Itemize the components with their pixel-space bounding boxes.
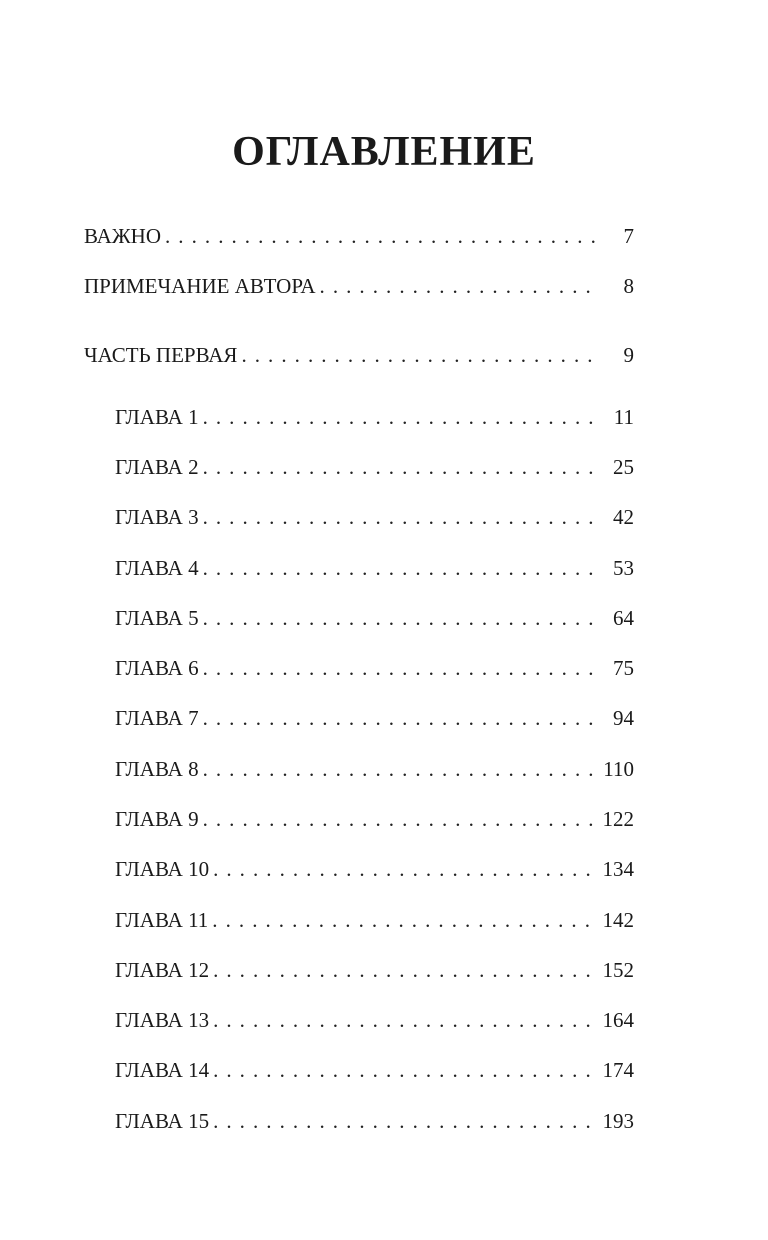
toc-entry-page: 164 <box>602 1008 634 1032</box>
toc-dot-leader <box>203 452 598 482</box>
toc-entry-page: 152 <box>602 958 634 982</box>
toc-dot-leader <box>203 754 598 784</box>
toc-entry-page: 122 <box>602 807 634 831</box>
toc-entry-label: ГЛАВА 6 <box>115 656 199 680</box>
toc-dot-leader <box>203 502 598 532</box>
toc-dot-leader <box>203 603 598 633</box>
toc-dot-leader <box>212 905 596 935</box>
toc-dot-leader <box>203 553 598 583</box>
toc-entry-page: 134 <box>602 857 634 881</box>
toc-entry-page: 25 <box>613 455 634 479</box>
toc-entry-label: ГЛАВА 2 <box>115 455 199 479</box>
toc-entry-author-note[interactable] <box>84 271 634 301</box>
toc-entry-chapter[interactable] <box>115 502 634 532</box>
toc-entry-page: 53 <box>613 556 634 580</box>
toc-entry-chapter[interactable] <box>115 402 634 432</box>
toc-entry-chapter[interactable] <box>115 452 634 482</box>
toc-entry-label: ГЛАВА 9 <box>115 807 199 831</box>
toc-entry-label: ГЛАВА 8 <box>115 757 199 781</box>
toc-entry-page: 42 <box>613 505 634 529</box>
toc-entry-page: 94 <box>613 706 634 730</box>
toc-entry-label: ГЛАВА 14 <box>115 1058 210 1082</box>
toc-entry-page: 174 <box>602 1058 634 1082</box>
toc-entry-chapter[interactable] <box>115 754 634 784</box>
toc-entry-chapter[interactable] <box>115 1005 634 1035</box>
toc-entry-chapter[interactable] <box>115 653 634 683</box>
toc-dot-leader <box>320 271 598 301</box>
toc-entry-page: 193 <box>602 1109 634 1133</box>
toc-entry-label: ГЛАВА 3 <box>115 505 199 529</box>
toc-entry-part-one[interactable] <box>84 340 634 370</box>
toc-entry-chapter[interactable] <box>115 603 634 633</box>
toc-entry-label: ГЛАВА 15 <box>115 1109 210 1133</box>
toc-entry-chapter[interactable] <box>115 804 634 834</box>
toc-entry-label: ГЛАВА 12 <box>115 958 210 982</box>
toc-entry-page: 7 <box>623 224 634 248</box>
toc-dot-leader <box>165 221 598 251</box>
toc-dot-leader <box>213 1005 596 1035</box>
toc-dot-leader <box>213 854 596 884</box>
toc-dot-leader <box>203 653 598 683</box>
toc-dot-leader <box>213 955 596 985</box>
toc-entry-chapter[interactable] <box>115 955 634 985</box>
toc-entry-label: ВАЖНО <box>84 224 161 248</box>
toc-entry-label: ГЛАВА 5 <box>115 606 199 630</box>
toc-dot-leader <box>203 402 598 432</box>
toc-dot-leader <box>203 804 597 834</box>
toc-entry-chapter[interactable] <box>115 553 634 583</box>
toc-entry-important[interactable] <box>84 221 634 251</box>
toc-entry-page: 9 <box>623 343 634 367</box>
toc-dot-leader <box>241 340 598 370</box>
toc-entry-page: 64 <box>613 606 634 630</box>
toc-entry-page: 11 <box>613 405 634 429</box>
toc-entry-label: ГЛАВА 13 <box>115 1008 210 1032</box>
toc-entry-page: 8 <box>623 274 634 298</box>
toc-entry-page: 142 <box>602 908 634 932</box>
toc-entry-chapter[interactable] <box>115 1055 634 1085</box>
toc-entry-chapter[interactable] <box>115 905 634 935</box>
toc-entry-label: ЧАСТЬ ПЕРВАЯ <box>84 343 238 367</box>
toc-entry-label: ПРИМЕЧАНИЕ АВТОРА <box>84 274 316 298</box>
toc-entry-chapter[interactable] <box>115 703 634 733</box>
toc-entry-chapter[interactable] <box>115 1106 634 1136</box>
toc-entry-label: ГЛАВА 11 <box>115 908 209 932</box>
toc-entry-page: 75 <box>613 656 634 680</box>
toc-dot-leader <box>213 1055 596 1085</box>
toc-entry-label: ГЛАВА 1 <box>115 405 199 429</box>
toc-entry-label: ГЛАВА 10 <box>115 857 210 881</box>
toc-entry-chapter[interactable] <box>115 854 634 884</box>
toc-entry-label: ГЛАВА 7 <box>115 706 199 730</box>
page-title: ОГЛАВЛЕНИЕ <box>232 129 536 175</box>
toc-entry-label: ГЛАВА 4 <box>115 556 199 580</box>
toc-dot-leader <box>203 703 598 733</box>
toc-entry-page: 110 <box>603 757 634 781</box>
toc-dot-leader <box>213 1106 596 1136</box>
